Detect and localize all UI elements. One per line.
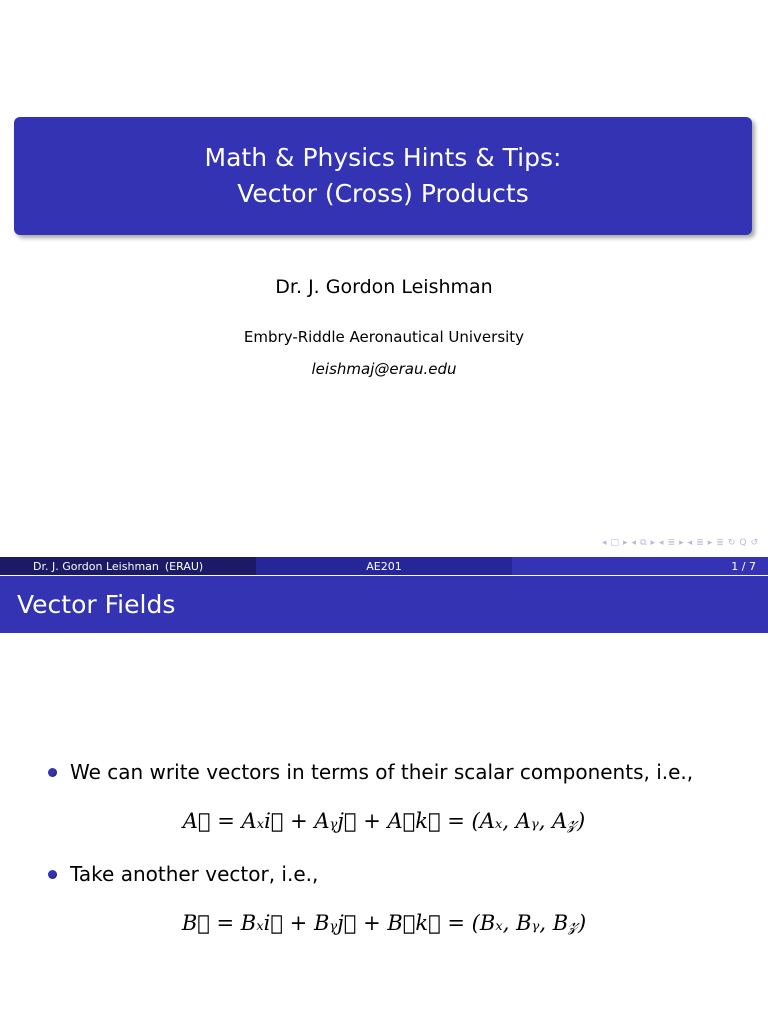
content-slide — [0, 576, 768, 1024]
nav-forward-icon[interactable]: ↺ — [750, 538, 758, 548]
nav-search-icon[interactable]: Q — [739, 538, 747, 548]
nav-document-icon[interactable]: ≣ — [716, 538, 724, 548]
author-email: leishmaj@erau.edu — [311, 360, 457, 378]
nav-prev-icon[interactable]: ◂ — [687, 538, 693, 548]
nav-next-icon[interactable]: ▸ — [623, 538, 628, 548]
institution: Embry-Riddle Aeronautical University — [243, 328, 525, 346]
nav-section-icon[interactable]: ≣ — [696, 538, 704, 548]
nav-next-icon[interactable]: ▸ — [707, 538, 713, 548]
footer-course: AE201 — [366, 559, 402, 573]
footer-course-section — [256, 557, 512, 575]
beamer-navigation-bar[interactable] — [602, 538, 758, 548]
nav-subsection-icon[interactable]: ⧉ — [640, 538, 647, 548]
footer-page-number: 1 / 7 — [731, 559, 756, 573]
footer-author: Dr. J. Gordon Leishman — [33, 559, 159, 573]
slide-footer — [0, 557, 768, 575]
nav-prev-icon[interactable]: ◂ — [601, 538, 607, 548]
frame-title: Vector Fields — [0, 576, 768, 633]
bullet-item — [48, 760, 693, 784]
nav-next-icon[interactable]: ▸ — [650, 538, 656, 548]
bullet-dot-icon — [48, 870, 57, 879]
bullet-item — [48, 862, 318, 886]
nav-section-icon[interactable]: ≣ — [667, 538, 676, 548]
bullet-text: We can write vectors in terms of their scalar components, i.e., — [70, 760, 694, 784]
nav-frame-icon[interactable]: □ — [610, 538, 620, 548]
nav-prev-icon[interactable]: ◂ — [659, 538, 664, 548]
bullet-text: Take another vector, i.e., — [70, 862, 319, 886]
footer-page-section — [512, 557, 768, 575]
equation-vector-b: B⃗ = Bₓi⃗ + Bᵧj⃗ + B𝓏k⃗ = (Bₓ, Bᵧ, B𝓏) — [181, 911, 587, 935]
footer-org: (ERAU) — [164, 559, 204, 573]
nav-back-icon[interactable]: ↻ — [727, 538, 736, 548]
footer-author-section — [0, 557, 256, 575]
bullet-dot-icon — [48, 768, 57, 777]
nav-next-icon[interactable]: ▸ — [679, 538, 684, 548]
nav-prev-icon[interactable]: ◂ — [631, 538, 637, 548]
title-line-2: Vector (Cross) Products — [237, 179, 529, 208]
title-box — [14, 117, 752, 235]
equation-vector-a: A⃗ = Aₓi⃗ + Aᵧj⃗ + A𝓏k⃗ = (Aₓ, Aᵧ, A𝓏) — [182, 809, 586, 833]
title-line-1: Math & Physics Hints & Tips: — [204, 143, 562, 172]
author-name: Dr. J. Gordon Leishman — [275, 276, 493, 298]
